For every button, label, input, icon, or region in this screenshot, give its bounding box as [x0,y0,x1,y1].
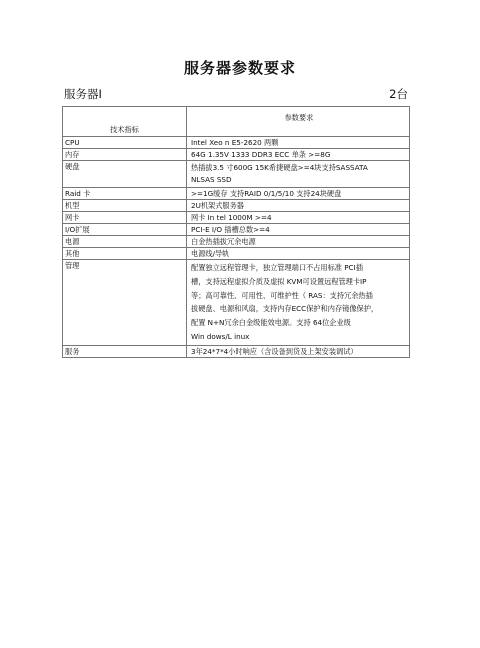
table-row [63,236,410,248]
row-value: Intel Xeo n E5-2620 两颗 [187,137,410,149]
row-value: PCI-E I/O 插槽总数>=4 [187,224,410,236]
table-row [63,345,410,357]
table-row [63,200,410,212]
row-label: 内存 [63,149,187,161]
header-indicator: 技术指标 [63,107,187,137]
row-label: I/O扩展 [63,224,187,236]
row-value: 白金热插拔冗余电源 [187,236,410,248]
row-label: 硬盘 [63,161,187,188]
row-value: 电源线/导轨 [187,248,410,260]
table-row [63,248,410,260]
row-value: 热插拔3.5 寸600G 15K希捷硬盘>=4块支持SASSATA NLSAS SSD [187,161,410,188]
item-name: 服务器I [64,87,102,101]
table-row [63,224,410,236]
table-header-row [63,107,410,137]
row-value: 3年24*7*4小时响应（含设备到货及上架安装调试） [187,345,410,357]
table-row [63,137,410,149]
table-row [63,188,410,200]
row-label: Raid 卡 [63,188,187,200]
row-label: 网卡 [63,212,187,224]
row-label: CPU [63,137,187,149]
row-label: 电源 [63,236,187,248]
row-label: 管理 [63,260,187,345]
table-row [63,149,410,161]
document-title: 服务器参数要求 [183,59,296,77]
table-row [63,161,410,188]
table-row [63,260,410,345]
table-row [63,212,410,224]
row-label: 其他 [63,248,187,260]
header-requirement: 参数要求 [187,107,410,137]
row-value: >=1G缓存 支持RAID 0/1/5/10 支持24块硬盘 [187,188,410,200]
row-value: 2U机架式服务器 [187,200,410,212]
item-quantity: 2台 [389,87,408,101]
row-value: 64G 1.35V 1333 DDR3 ECC 单条 >=8G [187,149,410,161]
row-value: 网卡 In tel 1000M >=4 [187,212,410,224]
row-label: 机型 [63,200,187,212]
row-label: 服务 [63,345,187,357]
spec-table [62,106,410,358]
row-value: 配置独立远程管理卡，独立管理端口不占用标准 PCI插 槽，支持远程虚拟介质及虚拟 KVM可设置远程管理卡IP 等；高可靠性、可用性、可维护性（ RAS：支持冗余热插 拔硬盘、电源和风扇，支持内存ECC保护和内存镜像保护， 配置 N+N冗余白金级能效电源。支持 64位企业级 Win dows/L inux [187,260,410,345]
